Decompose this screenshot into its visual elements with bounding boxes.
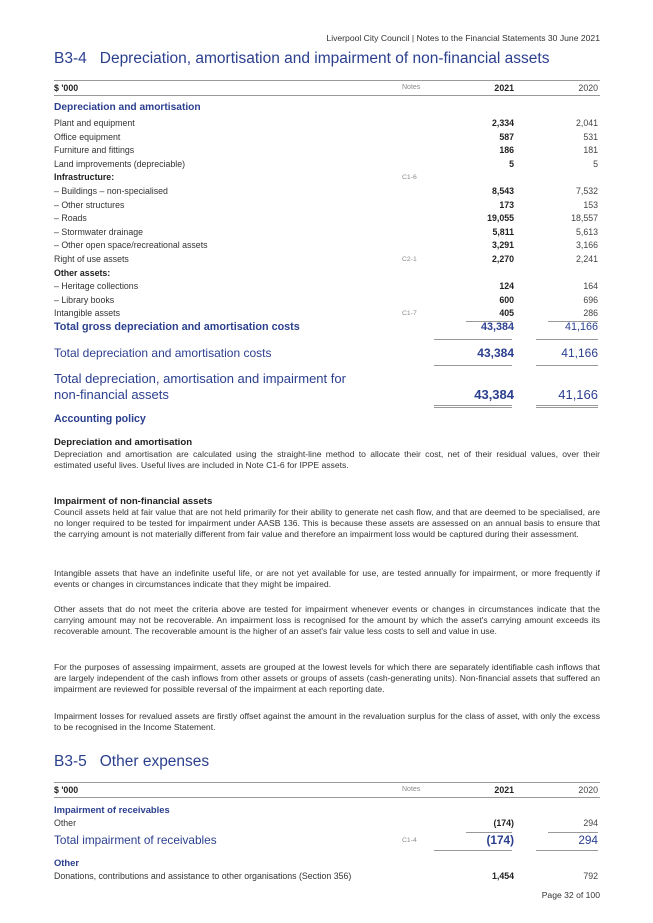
year-2021-header: 2021 xyxy=(494,83,514,93)
notes-column-header: Notes xyxy=(402,84,421,91)
notes-column-header: Notes xyxy=(402,786,421,793)
row-value-2021: 2,270 xyxy=(491,254,514,264)
dep-policy-text: Depreciation and amortisation are calculated using the straight-line method to allocate their cost, net of their residual values, over their estimated useful lives. Useful lives are included in Note C1-6 for IPPE assets. xyxy=(54,449,600,470)
depreciation-row xyxy=(54,253,600,266)
year-2021-header: 2021 xyxy=(494,785,514,795)
row-value-2020: 5 xyxy=(593,158,598,169)
row-label: Other assets: xyxy=(54,267,111,278)
total-gross-2021: 43,384 xyxy=(480,321,514,333)
total-depreciation-label: Total depreciation and amortisation costs xyxy=(54,346,272,360)
accounting-policy-heading: Accounting policy xyxy=(54,413,146,425)
total-impairment-label: Total impairment of receivables xyxy=(54,833,217,847)
other-heading: Other xyxy=(54,857,80,868)
row-value-2020: 3,166 xyxy=(575,240,598,251)
row-label: – Roads xyxy=(54,213,87,224)
table-header xyxy=(54,80,600,96)
section-title-text: Other expenses xyxy=(99,753,210,770)
row-label: Office equipment xyxy=(54,131,121,142)
depreciation-row xyxy=(54,158,600,171)
page-number: Page 32 of 100 xyxy=(541,890,600,900)
row-value-2021: 405 xyxy=(499,308,514,319)
depreciation-row xyxy=(54,280,600,293)
depreciation-row xyxy=(54,239,600,252)
section-title-b3-5 xyxy=(54,753,209,771)
row-note: C1-7 xyxy=(402,310,417,318)
double-rule-2021-bottom xyxy=(434,407,512,408)
row-label: – Other open space/recreational assets xyxy=(54,240,208,251)
total-gross-2020: 41,166 xyxy=(564,321,598,333)
impairment-para-4: For the purposes of assessing impairment, assets are grouped at the lowest levels for which there are separately identifiable cash inflows that are largely independent of the cash inflows from other assets or groups of assets (cash-generating units). Non-financial assets that suffered an impairment are reviewed for possible reversal of the impairment at each reporting date. xyxy=(54,662,600,694)
row-value-2020: 531 xyxy=(583,131,598,142)
depreciation-row xyxy=(54,171,600,184)
currency-unit-label: $ '000 xyxy=(54,785,79,795)
depreciation-row xyxy=(54,267,600,280)
row-label: – Stormwater drainage xyxy=(54,226,143,237)
row-value-2021: 600 xyxy=(499,294,514,305)
total-all-2020: 41,166 xyxy=(558,387,598,402)
depreciation-row xyxy=(54,144,600,157)
row-value-2020: 2,241 xyxy=(575,254,598,264)
row-label: Infrastructure: xyxy=(54,172,115,183)
section-number: B3-5 xyxy=(54,753,87,770)
depreciation-row xyxy=(54,294,600,307)
row-value-2021: 5 xyxy=(509,158,514,169)
row-label: – Other structures xyxy=(54,199,125,210)
row-value-2021: 173 xyxy=(499,199,514,210)
row-value-2021: 5,811 xyxy=(492,226,514,237)
rule-recv-total-2020 xyxy=(536,850,598,851)
row-label: – Heritage collections xyxy=(54,281,139,292)
impairment-para-1: Council assets held at fair value that are not held primarily for their ability to generate net cash flow, and that are deemed to be specialised, are no longer required to be tested for impairment under AASB 136. This is because these assets are assessed on an annual basis to ensure that the carrying amount is not materially different from fair value and therefore an impairment loss would be captured during their assessment. xyxy=(54,507,600,539)
row-value-2021: 587 xyxy=(499,131,514,142)
row-value-2021: (174) xyxy=(493,818,514,828)
row-label: Furniture and fittings xyxy=(54,145,135,156)
impairment-para-3: Other assets that do not meet the criteria above are tested for impairment whenever events or changes in circumstances indicate that the carrying amount may not be recoverable. An impairment loss is recognised for the amount by which the asset's carrying amount exceeds its recoverable amount. The recoverable amount is the higher of an asset's fair value less costs to sell and value in use. xyxy=(54,604,600,636)
depreciation-row xyxy=(54,307,600,320)
rule-recv-total-2021 xyxy=(434,850,512,851)
depreciation-row xyxy=(54,131,600,144)
row-label: Intangible assets xyxy=(54,308,121,319)
row-value-2020: 18,557 xyxy=(571,213,598,224)
table-header-b3-5 xyxy=(54,782,600,798)
total-gross-label: Total gross depreciation and amortisation costs xyxy=(54,321,300,333)
row-value-2020: 792 xyxy=(583,871,598,881)
row-value-2021: 124 xyxy=(499,281,514,292)
dep-policy-heading: Depreciation and amortisation xyxy=(54,437,193,448)
rule-2021-b xyxy=(434,365,512,366)
row-label: Plant and equipment xyxy=(54,118,135,128)
double-rule-2020-bottom xyxy=(536,407,598,408)
total-all-label-line2: non-financial assets xyxy=(54,387,169,402)
row-value-2021: 1,454 xyxy=(491,871,514,881)
total-impairment-2020: 294 xyxy=(578,833,598,847)
row-value-2020: 5,613 xyxy=(575,226,598,237)
total-depreciation-2020: 41,166 xyxy=(561,346,598,360)
depreciation-row xyxy=(54,185,600,198)
double-rule-2020-top xyxy=(536,405,598,406)
receivables-heading: Impairment of receivables xyxy=(54,804,170,815)
total-impairment-note: C1-4 xyxy=(402,837,417,844)
row-value-2021: 8,543 xyxy=(491,186,514,196)
rule-2021-a xyxy=(434,339,512,340)
donations-row xyxy=(54,870,600,883)
double-rule-2021-top xyxy=(434,405,512,406)
depreciation-row xyxy=(54,226,600,239)
section-number: B3-4 xyxy=(54,50,87,67)
row-value-2021: 186 xyxy=(499,145,514,156)
receivables-other-row xyxy=(54,817,600,830)
section-title-text: Depreciation, amortisation and impairment of non-financial assets xyxy=(99,50,550,67)
row-note: C2-1 xyxy=(402,256,417,263)
row-label: Donations, contributions and assistance to other organisations (Section 356) xyxy=(54,871,352,881)
row-note: C1-6 xyxy=(402,174,417,182)
currency-unit-label: $ '000 xyxy=(54,83,79,93)
depreciation-heading: Depreciation and amortisation xyxy=(54,102,201,113)
impairment-para-2: Intangible assets that have an indefinite useful life, or are not yet available for use, are tested annually for impairment, or more frequently if events or changes in circumstances indicate that they might be impaired. xyxy=(54,568,600,589)
impairment-para-5: Impairment losses for revalued assets are firstly offset against the amount in the revaluation surplus for the class of asset, with only the excess to be recognised in the Income Statement. xyxy=(54,711,600,732)
row-value-2020: 294 xyxy=(583,818,598,828)
row-value-2020: 2,041 xyxy=(575,118,598,128)
row-value-2020: 164 xyxy=(583,281,598,292)
impairment-heading: Impairment of non-financial assets xyxy=(54,496,213,507)
total-depreciation-2021: 43,384 xyxy=(477,346,514,360)
year-2020-header: 2020 xyxy=(578,83,598,93)
row-value-2021: 3,291 xyxy=(491,240,514,251)
total-all-label xyxy=(54,371,346,403)
total-all-2021: 43,384 xyxy=(474,387,514,402)
row-value-2020: 7,532 xyxy=(575,186,598,196)
row-label: – Library books xyxy=(54,294,115,305)
depreciation-row xyxy=(54,212,600,225)
row-label: Land improvements (depreciable) xyxy=(54,158,186,169)
row-value-2020: 181 xyxy=(583,145,598,156)
total-all-label-line1: Total depreciation, amortisation and impairment for xyxy=(54,371,346,386)
row-label: Right of use assets xyxy=(54,254,129,264)
depreciation-row xyxy=(54,117,600,130)
row-value-2020: 286 xyxy=(583,308,598,319)
total-impairment-2021: (174) xyxy=(486,833,514,847)
row-value-2021: 2,334 xyxy=(491,118,514,128)
running-header: Liverpool City Council | Notes to the Financial Statements 30 June 2021 xyxy=(326,33,600,43)
row-value-2020: 153 xyxy=(583,199,598,210)
row-value-2020: 696 xyxy=(583,294,598,305)
rule-2020-b xyxy=(536,365,598,366)
depreciation-row xyxy=(54,199,600,212)
row-value-2021: 19,055 xyxy=(487,213,514,224)
row-label: – Buildings – non-specialised xyxy=(54,186,168,196)
rule-2020-a xyxy=(536,339,598,340)
total-gross-row xyxy=(54,321,600,335)
section-title-b3-4 xyxy=(54,50,549,68)
year-2020-header: 2020 xyxy=(578,785,598,795)
row-label: Other xyxy=(54,818,77,828)
